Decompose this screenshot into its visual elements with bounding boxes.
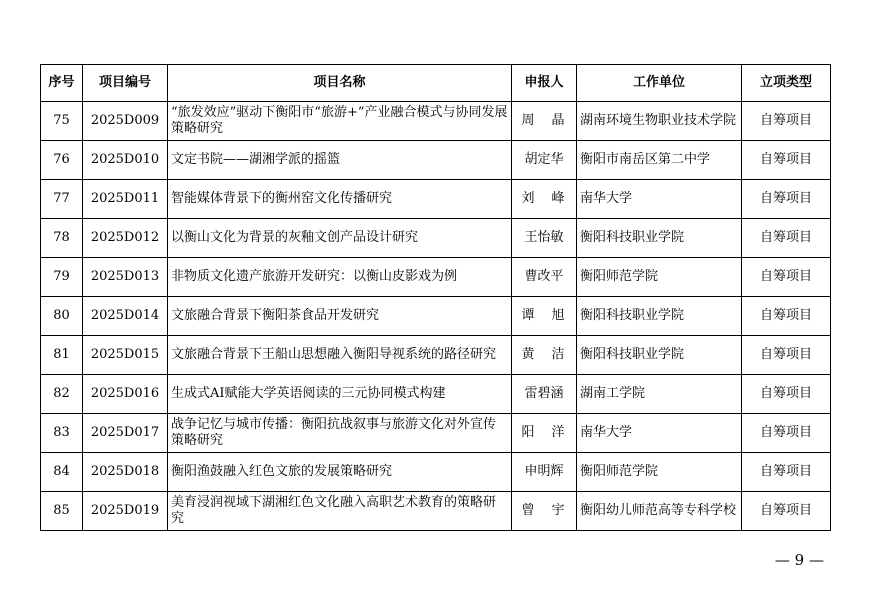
row-applicant: 黄 洁 <box>512 336 577 375</box>
row-no: 84 <box>41 453 83 492</box>
row-title: 非物质文化遗产旅游开发研究：以衡山皮影戏为例 <box>168 258 512 297</box>
row-unit: 衡阳科技职业学院 <box>577 219 742 258</box>
row-code: 2025D014 <box>83 297 168 336</box>
row-code: 2025D016 <box>83 375 168 414</box>
row-no: 76 <box>41 141 83 180</box>
row-applicant: 曾 宇 <box>512 492 577 531</box>
table-row <box>41 258 831 297</box>
row-no: 80 <box>41 297 83 336</box>
row-unit: 湖南环境生物职业技术学院 <box>577 102 742 141</box>
row-applicant: 谭 旭 <box>512 297 577 336</box>
table-row <box>41 102 831 141</box>
row-applicant: 曹改平 <box>512 258 577 297</box>
row-type: 自筹项目 <box>742 375 831 414</box>
row-code: 2025D013 <box>83 258 168 297</box>
row-title: “旅发效应”驱动下衡阳市“旅游+”产业融合模式与协同发展策略研究 <box>168 102 512 141</box>
table-row <box>41 219 831 258</box>
row-type: 自筹项目 <box>742 492 831 531</box>
table-row <box>41 336 831 375</box>
row-applicant: 雷碧涵 <box>512 375 577 414</box>
row-applicant: 周 晶 <box>512 102 577 141</box>
row-no: 79 <box>41 258 83 297</box>
row-title: 生成式AI赋能大学英语阅读的三元协同模式构建 <box>168 375 512 414</box>
row-unit: 衡阳市南岳区第二中学 <box>577 141 742 180</box>
row-unit: 湖南工学院 <box>577 375 742 414</box>
row-unit: 衡阳幼儿师范高等专科学校 <box>577 492 742 531</box>
row-applicant: 申明辉 <box>512 453 577 492</box>
project-table <box>40 64 831 531</box>
row-applicant: 胡定华 <box>512 141 577 180</box>
row-type: 自筹项目 <box>742 258 831 297</box>
row-unit: 衡阳科技职业学院 <box>577 336 742 375</box>
table-row <box>41 141 831 180</box>
col-header-unit: 工作单位 <box>577 65 742 102</box>
page-number: — 9 — <box>774 551 824 569</box>
row-type: 自筹项目 <box>742 180 831 219</box>
row-no: 77 <box>41 180 83 219</box>
row-applicant: 阳 洋 <box>512 414 577 453</box>
table-row <box>41 492 831 531</box>
row-no: 81 <box>41 336 83 375</box>
table-row <box>41 375 831 414</box>
table-row <box>41 414 831 453</box>
row-code: 2025D009 <box>83 102 168 141</box>
row-title: 美育浸润视域下湖湘红色文化融入高职艺术教育的策略研究 <box>168 492 512 531</box>
col-header-no: 序号 <box>41 65 83 102</box>
col-header-title: 项目名称 <box>168 65 512 102</box>
row-code: 2025D015 <box>83 336 168 375</box>
table-row <box>41 453 831 492</box>
row-code: 2025D010 <box>83 141 168 180</box>
row-type: 自筹项目 <box>742 219 831 258</box>
row-title: 衡阳渔鼓融入红色文旅的发展策略研究 <box>168 453 512 492</box>
row-no: 78 <box>41 219 83 258</box>
row-no: 82 <box>41 375 83 414</box>
row-code: 2025D019 <box>83 492 168 531</box>
row-title: 战争记忆与城市传播：衡阳抗战叙事与旅游文化对外宣传策略研究 <box>168 414 512 453</box>
row-code: 2025D018 <box>83 453 168 492</box>
col-header-applicant: 申报人 <box>512 65 577 102</box>
row-title: 智能媒体背景下的衡州窑文化传播研究 <box>168 180 512 219</box>
header-row <box>41 65 831 102</box>
row-unit: 南华大学 <box>577 414 742 453</box>
row-type: 自筹项目 <box>742 336 831 375</box>
row-type: 自筹项目 <box>742 297 831 336</box>
table-row <box>41 297 831 336</box>
row-title: 文旅融合背景下衡阳茶食品开发研究 <box>168 297 512 336</box>
row-code: 2025D012 <box>83 219 168 258</box>
row-type: 自筹项目 <box>742 102 831 141</box>
row-type: 自筹项目 <box>742 453 831 492</box>
row-unit: 衡阳科技职业学院 <box>577 297 742 336</box>
table-row <box>41 180 831 219</box>
row-unit: 衡阳师范学院 <box>577 258 742 297</box>
row-code: 2025D011 <box>83 180 168 219</box>
row-unit: 衡阳师范学院 <box>577 453 742 492</box>
row-no: 83 <box>41 414 83 453</box>
row-applicant: 刘 峰 <box>512 180 577 219</box>
row-type: 自筹项目 <box>742 141 831 180</box>
col-header-type: 立项类型 <box>742 65 831 102</box>
row-title: 以衡山文化为背景的灰釉文创产品设计研究 <box>168 219 512 258</box>
row-applicant: 王怡敏 <box>512 219 577 258</box>
col-header-code: 项目编号 <box>83 65 168 102</box>
row-type: 自筹项目 <box>742 414 831 453</box>
row-title: 文定书院——湖湘学派的摇篮 <box>168 141 512 180</box>
row-no: 75 <box>41 102 83 141</box>
row-unit: 南华大学 <box>577 180 742 219</box>
row-no: 85 <box>41 492 83 531</box>
row-code: 2025D017 <box>83 414 168 453</box>
row-title: 文旅融合背景下王船山思想融入衡阳导视系统的路径研究 <box>168 336 512 375</box>
